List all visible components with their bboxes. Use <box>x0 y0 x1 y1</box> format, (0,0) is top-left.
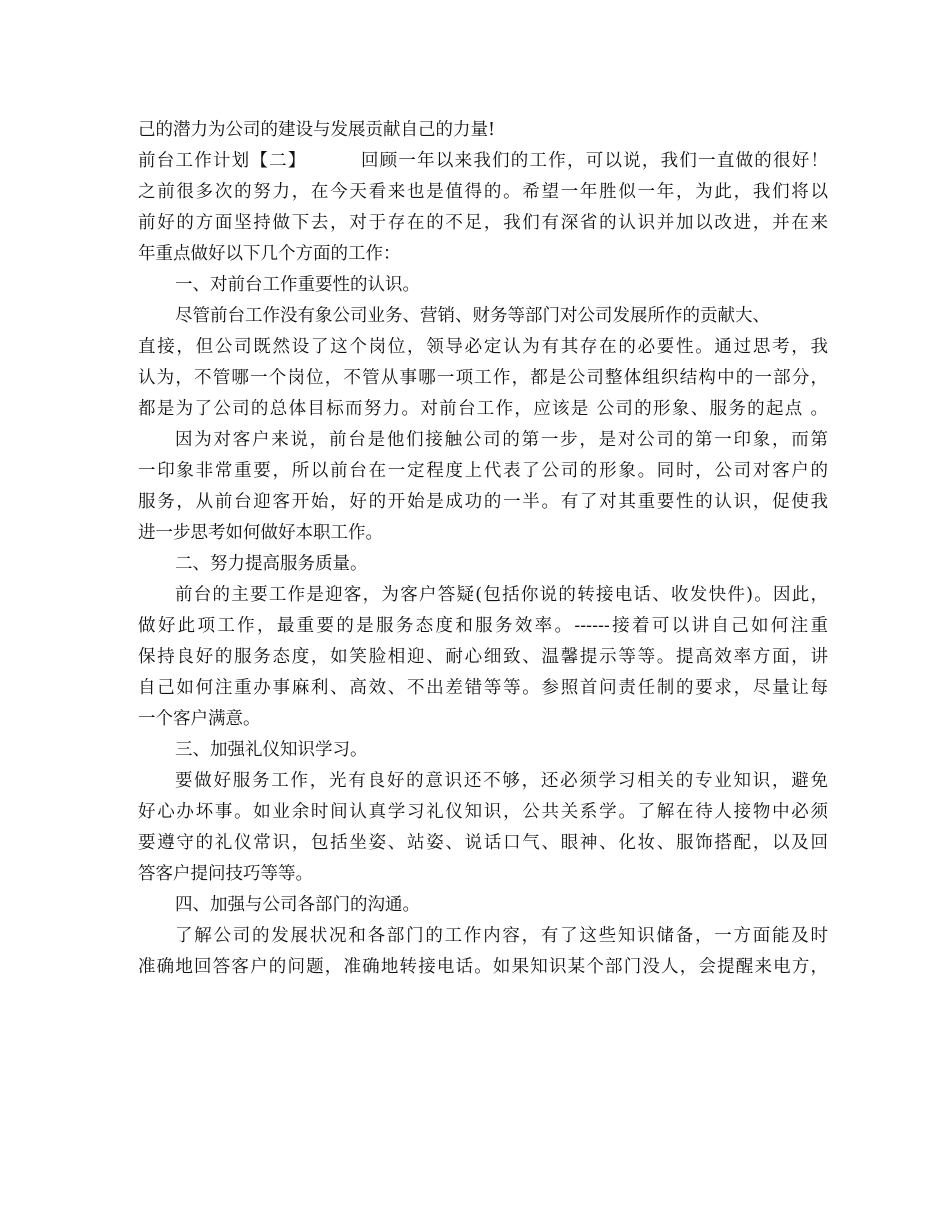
document-body <box>138 115 828 983</box>
text-line: 之前很多次的努力，在今天看来也是值得的。希望一年胜似一年，为此，我们将以 <box>138 182 828 202</box>
section-heading: 四、加强与公司各部门的沟通。 <box>175 895 420 915</box>
text-line: 答客户提问技巧等等。 <box>138 864 313 884</box>
text-line: 服务，从前台迎客开始，好的开始是成功的一半。有了对其重要性的认识，促使我 <box>138 492 828 512</box>
text-line: 一个客户满意。 <box>138 709 261 729</box>
text-line: 因为对客户来说，前台是他们接触公司的第一步，是对公司的第一印象，而第 <box>175 430 828 450</box>
text-line: 年重点做好以下几个方面的工作： <box>138 244 401 264</box>
text-line: 好心办坏事。如业余时间认真学习礼仪知识，公共关系学。了解在待人接物中必须 <box>138 802 828 822</box>
section-heading: 一、对前台工作重要性的认识。 <box>175 275 420 295</box>
section-heading: 三、加强礼仪知识学习。 <box>175 740 368 760</box>
text-line: 直接，但公司既然设了这个岗位，领导必定认为有其存在的必要性。通过思考，我 <box>138 337 828 357</box>
text-line: 要做好服务工作，光有良好的意识还不够，还必须学习相关的专业知识，避免 <box>175 771 828 791</box>
text-line: 前台的主要工作是迎客，为客户答疑(包括你说的转接电话、收发快件)。因此， <box>175 585 828 605</box>
section-heading: 二、努力提高服务质量。 <box>175 554 368 574</box>
text-line: 前好的方面坚持做下去，对于存在的不足，我们有深省的认识并加以改进，并在来 <box>138 213 828 233</box>
text-line: 尽管前台工作没有象公司业务、营销、财务等部门对公司发展所作的贡献大、 <box>175 306 770 326</box>
text-line: 了解公司的发展状况和各部门的工作内容，有了这些知识储备，一方面能及时 <box>175 926 828 946</box>
text-line: 己的潜力为公司的建设与发展贡献自己的力量! <box>138 120 496 140</box>
text-line: 自己如何注重办事麻利、高效、不出差错等等。参照首问责任制的要求，尽量让每 <box>138 678 828 698</box>
plan-heading-line: 前台工作计划【二】 回顾一年以来我们的工作，可以说，我们一直做的很好！ <box>138 151 828 171</box>
text-line: 做好此项工作，最重要的是服务态度和服务效率。------接着可以讲自己如何注重 <box>138 616 828 636</box>
text-line: 要遵守的礼仪常识，包括坐姿、站姿、说话口气、眼神、化妆、服饰搭配，以及回 <box>138 833 828 853</box>
text-line: 一印象非常重要，所以前台在一定程度上代表了公司的形象。同时，公司对客户的 <box>138 461 828 481</box>
text-line: 保持良好的服务态度，如笑脸相迎、耐心细致、温馨提示等等。提高效率方面，讲 <box>138 647 828 667</box>
text-line: 准确地回答客户的问题，准确地转接电话。如果知识某个部门没人，会提醒来电方， <box>138 957 828 977</box>
text-line: 认为，不管哪一个岗位，不管从事哪一项工作，都是公司整体组织结构中的一部分， <box>138 368 828 388</box>
text-line: 进一步思考如何做好本职工作。 <box>138 523 383 543</box>
text-line: 都是为了公司的总体目标而努力。对前台工作，应该是 公司的形象、服务的起点 。 <box>138 399 828 419</box>
